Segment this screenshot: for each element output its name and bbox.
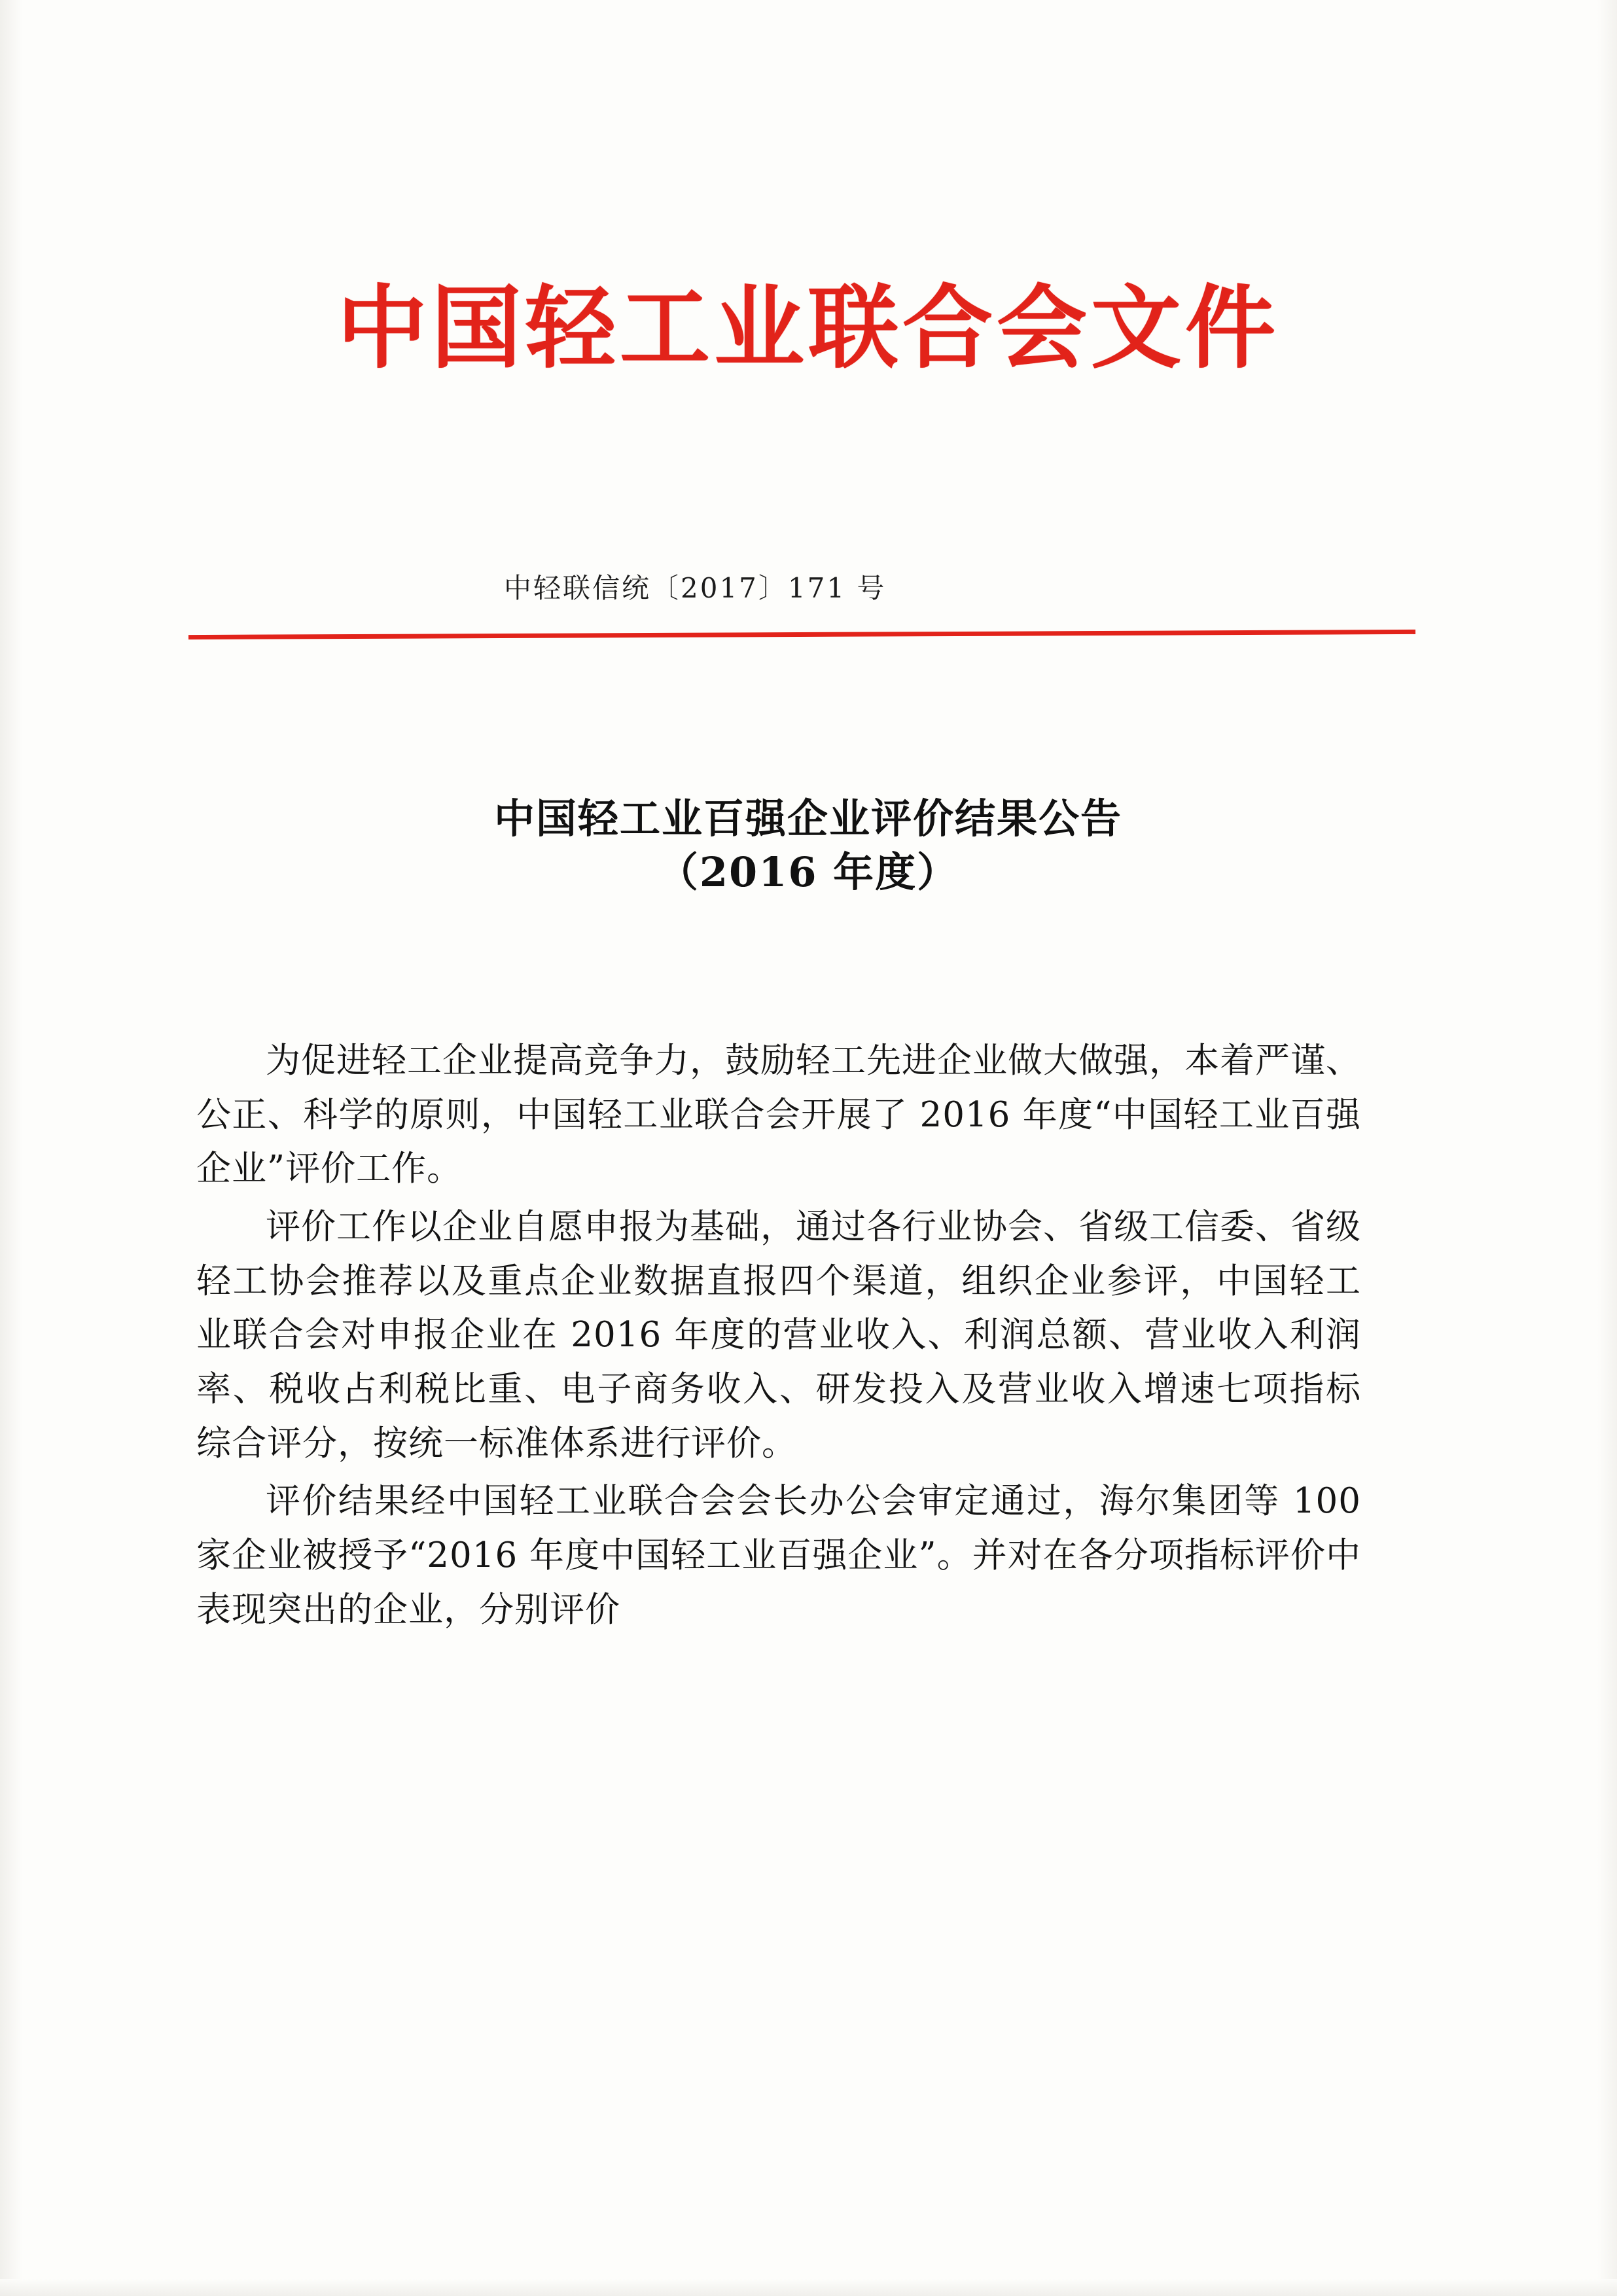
document-body — [196, 1034, 1361, 1637]
page-title-line-2: （2016 年度） — [657, 848, 959, 896]
page-title-line-1: 中国轻工业百强企业评价结果公告 — [493, 795, 1122, 842]
masthead — [216, 274, 1400, 381]
scan-edge-bottom — [0, 2279, 1617, 2296]
red-divider-rule — [188, 630, 1415, 639]
body-paragraph-1: 为促进轻工企业提高竞争力，鼓励轻工先进企业做大做强，本着严谨、公正、科学的原则，中国轻工业联合会开展了 2016 年度“中国轻工业百强企业”评价工作。 — [196, 1041, 1361, 1189]
scan-edge-left — [0, 0, 22, 2296]
scan-edge-right — [1597, 0, 1617, 2296]
document-number: 中轻联信统〔2017〕171 号 — [504, 572, 887, 604]
body-paragraph-3: 评价结果经中国轻工业联合会会长办公会审定通过，海尔集团等 100 家企业被授予“2016 年度中国轻工业百强企业”。并对在各分项指标评价中表现突出的企业，分别评价 — [196, 1481, 1361, 1630]
page-title — [216, 792, 1400, 899]
body-paragraph-2: 评价工作以企业自愿申报为基础，通过各行业协会、省级工信委、省级轻工协会推荐以及重点企业数据直报四个渠道，组织企业参评，中国轻工业联合会对申报企业在 2016 年度的营业收入、利润总额、营业收入利润率、税收占利税比重、电子商务收入、研发投入及营业收入增速七项指标综合评分，按统一标准体系进行评价。 — [196, 1207, 1361, 1463]
masthead-title: 中国轻工业联合会文件 — [336, 274, 1279, 381]
